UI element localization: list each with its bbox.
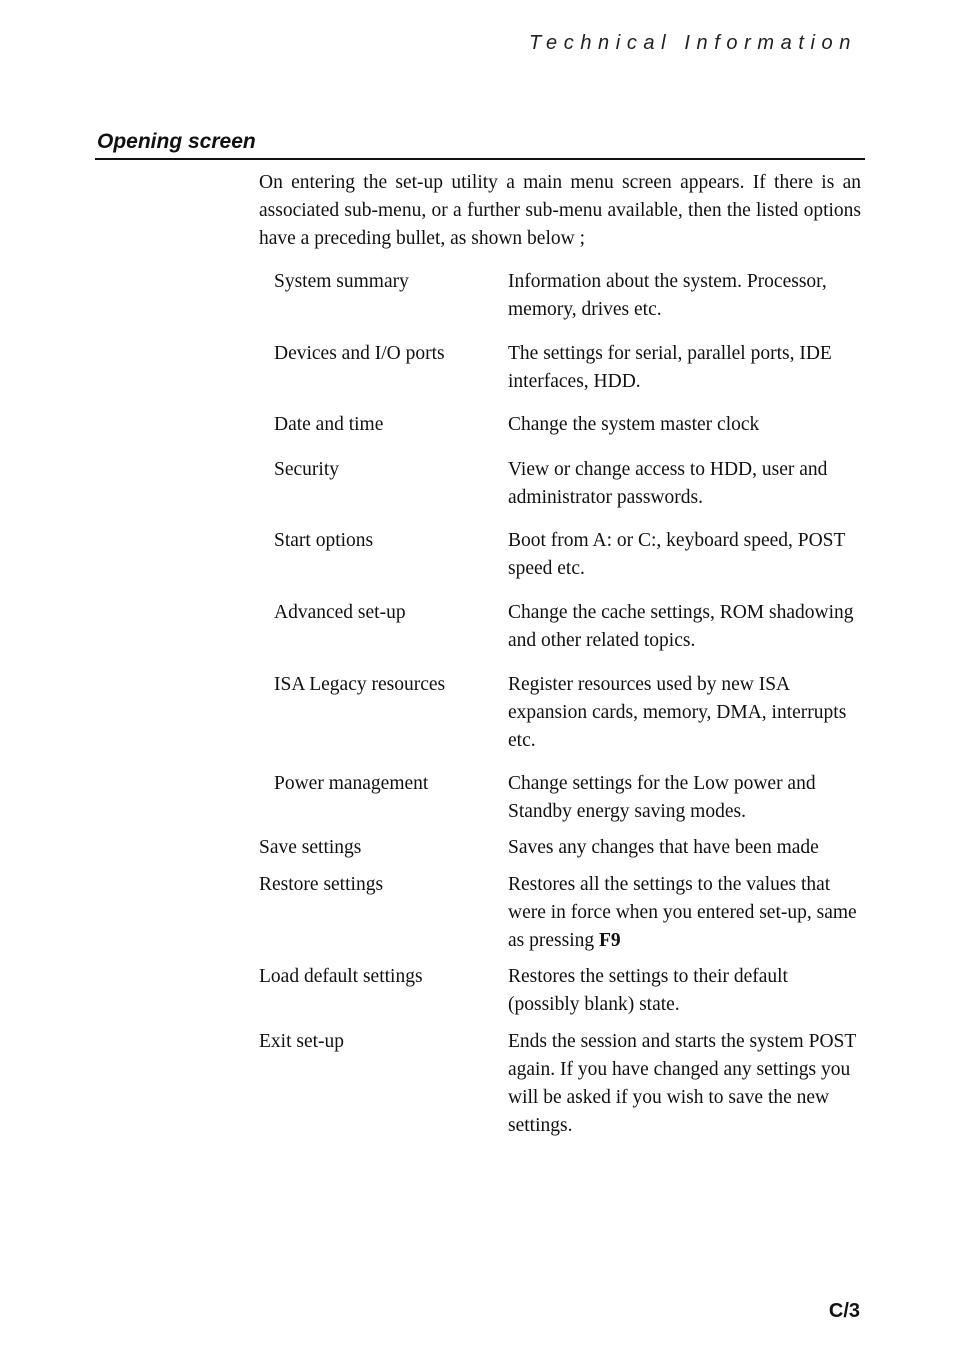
menu-item-description: Saves any changes that have been made: [508, 837, 819, 858]
menu-item-label: Load default settings: [259, 966, 423, 987]
menu-item-label: ISA Legacy resources: [274, 674, 446, 695]
running-header: Technical Information: [529, 32, 857, 54]
menu-item-label: System summary: [274, 271, 409, 292]
menu-item-description: Restores the settings to their default (possibly blank) state.: [508, 966, 788, 1015]
menu-item-description: The settings for serial, parallel ports, IDE interfaces, HDD.: [508, 343, 832, 392]
page-number: C/3: [828, 1300, 860, 1322]
menu-item-description: [508, 871, 864, 955]
menu-item-label: Date and time: [274, 414, 384, 435]
menu-item-description: Ends the session and starts the system POST again. If you have changed any settings you will be asked if you wish to save the new settings.: [508, 1031, 856, 1136]
menu-item-description: Change settings for the Low power and Standby energy saving modes.: [508, 773, 816, 822]
restore-description-text: Restores all the settings to the values that were in force when you entered set-up, same as pressing: [508, 874, 857, 951]
menu-item-label: Advanced set-up: [274, 602, 406, 623]
section-title: Opening screen: [97, 130, 256, 153]
menu-item-description: Change the cache settings, ROM shadowing and other related topics.: [508, 602, 854, 651]
menu-item-label: Power management: [274, 773, 429, 794]
f9-key-label: F9: [599, 930, 621, 951]
menu-item-description: Change the system master clock: [508, 414, 760, 435]
menu-item-label: Start options: [274, 530, 374, 551]
menu-item-description: View or change access to HDD, user and administrator passwords.: [508, 459, 828, 508]
menu-item-label: Exit set-up: [259, 1031, 345, 1052]
menu-item-label: Security: [274, 459, 339, 480]
menu-item-description: Boot from A: or C:, keyboard speed, POST speed etc.: [508, 530, 846, 579]
menu-item-description: Register resources used by new ISA expansion cards, memory, DMA, interrupts etc.: [508, 674, 847, 751]
menu-item-label: Restore settings: [259, 874, 384, 895]
menu-item-label: Save settings: [259, 837, 362, 858]
menu-item-label: Devices and I/O ports: [274, 343, 445, 364]
intro-paragraph: On entering the set-up utility a main menu screen appears. If there is an associated sub-menu, or a further sub-menu available, then the listed options have a preceding bullet, as shown below ;: [259, 172, 861, 249]
menu-item-description: Information about the system. Processor, memory, drives etc.: [508, 271, 827, 320]
